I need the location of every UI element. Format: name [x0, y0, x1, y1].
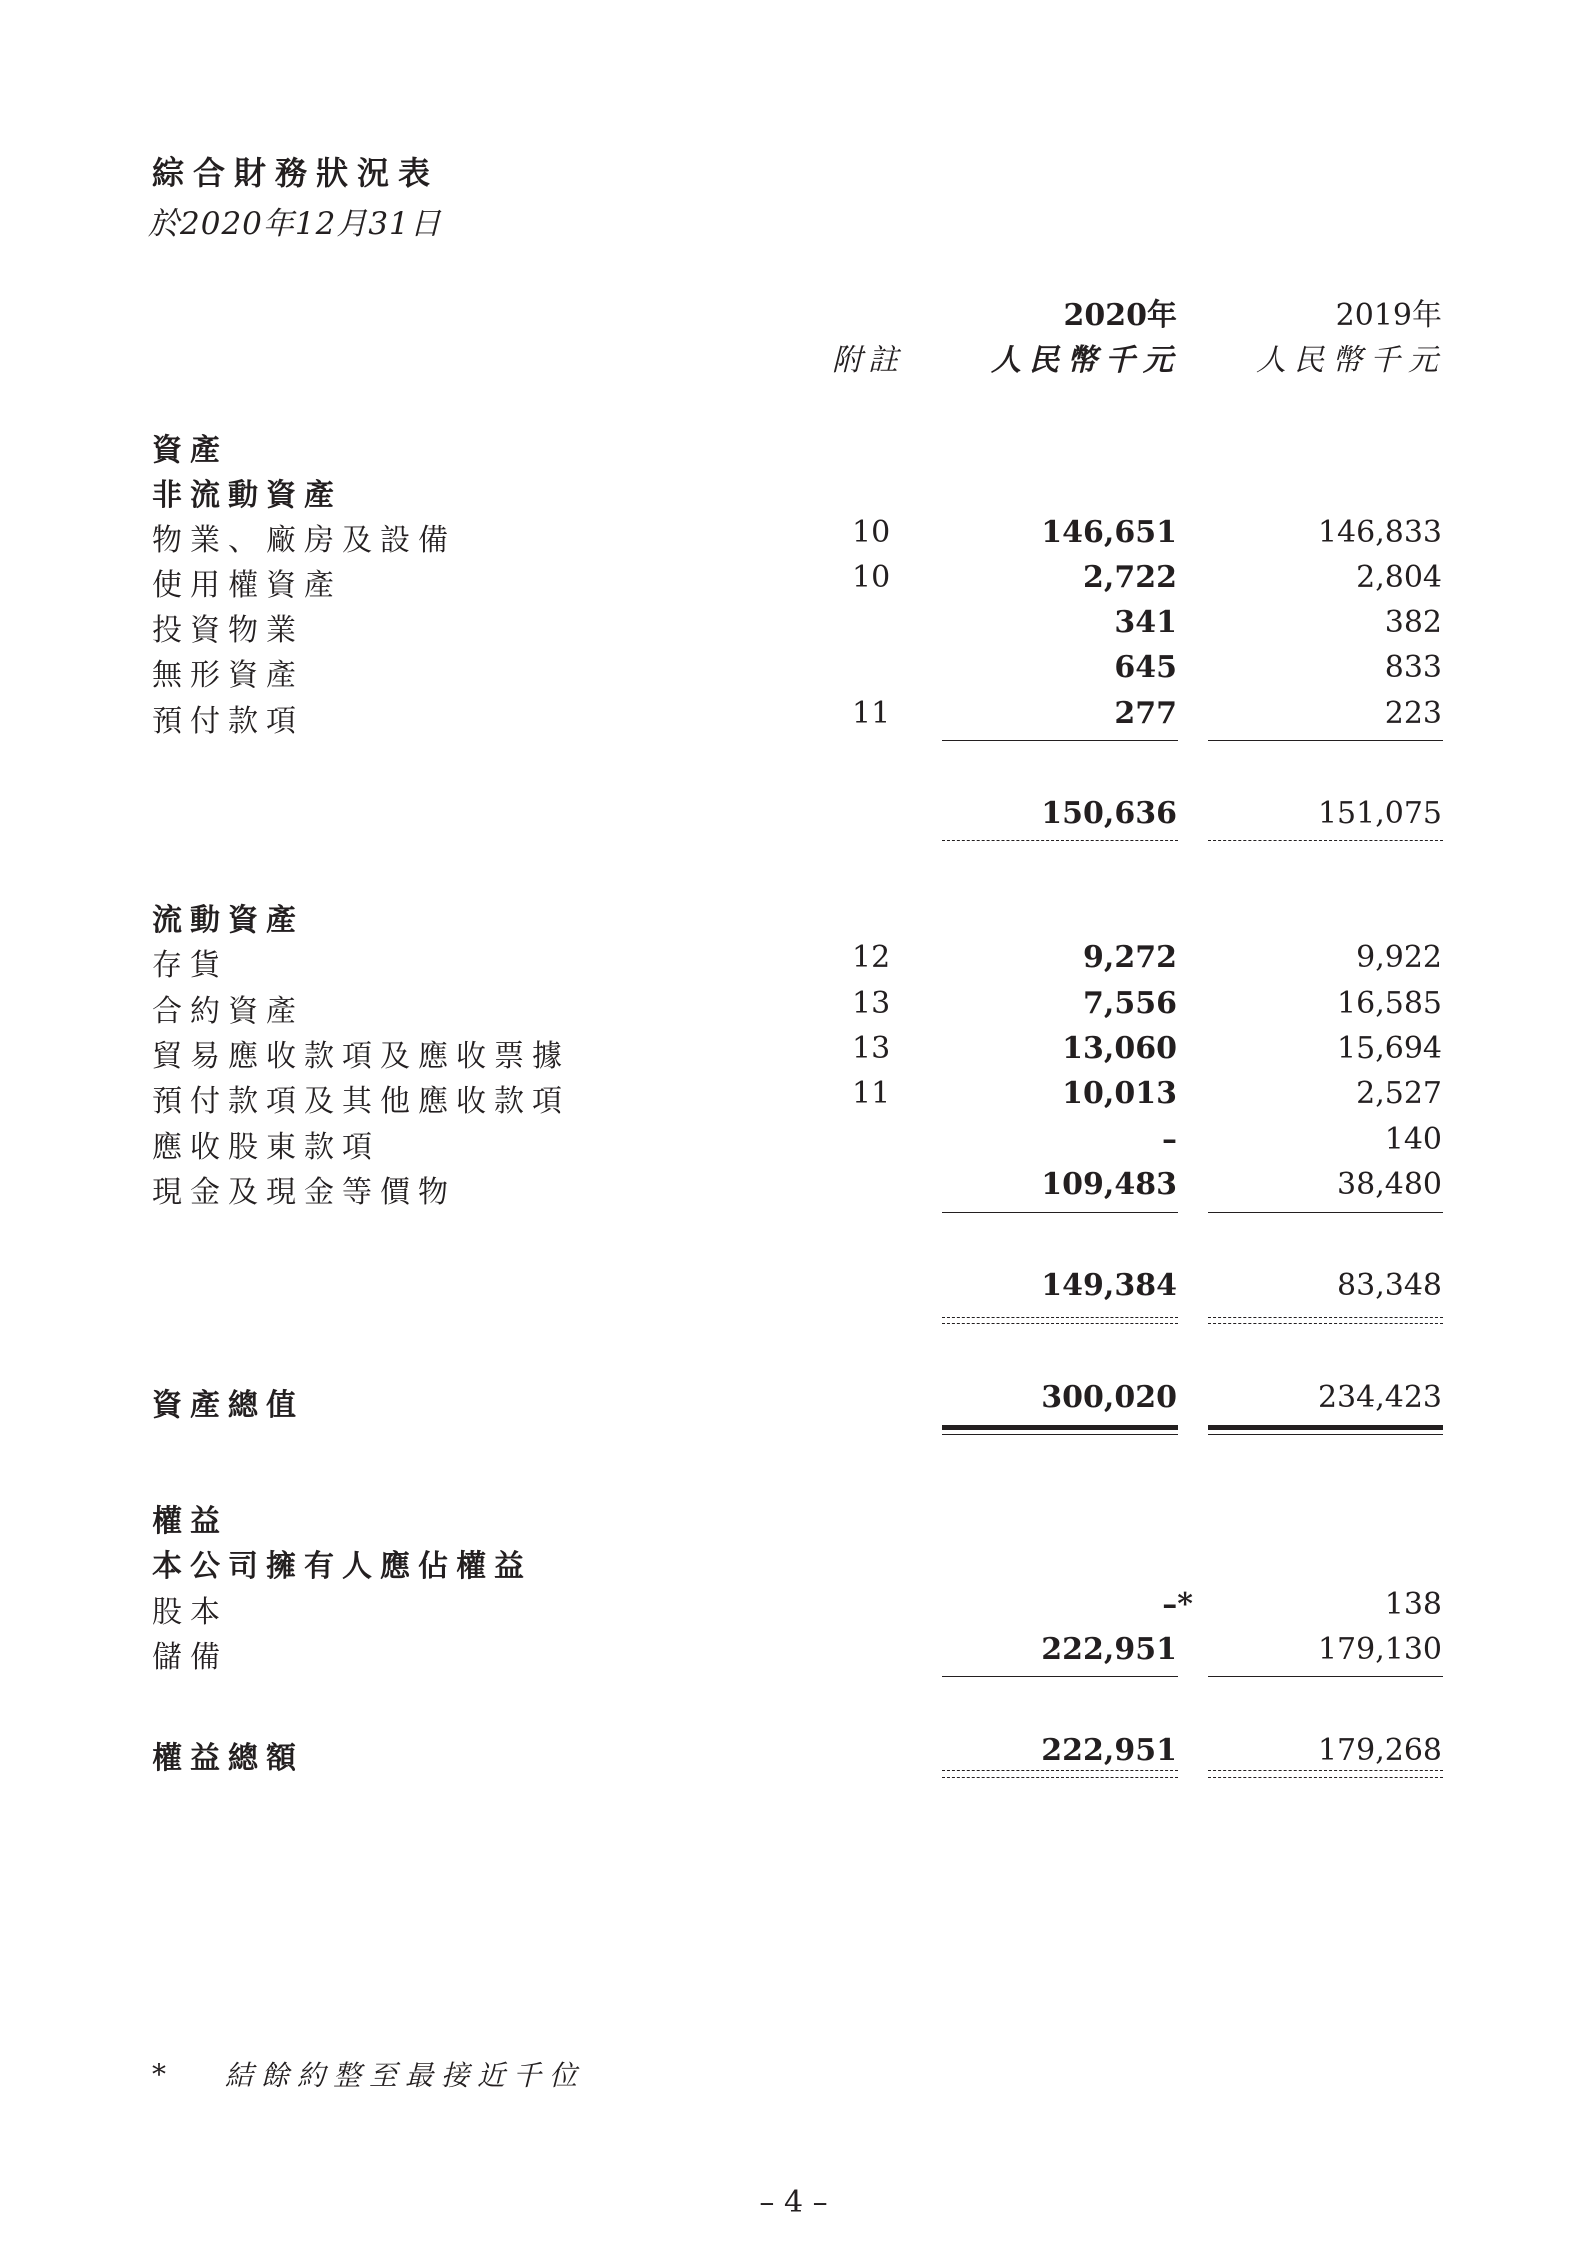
row-current-value: –	[1162, 1122, 1177, 1157]
rule-current	[942, 740, 1178, 741]
row-label: 合約資產	[152, 994, 304, 1029]
row-prior-value: 234,423	[1317, 1380, 1442, 1415]
table-row	[0, 515, 1587, 559]
dashed-rule-prior	[1208, 840, 1443, 841]
double-rule-prior	[1208, 1434, 1443, 1435]
header-note-label: 附註	[832, 343, 904, 378]
double-rule-prior	[1208, 1425, 1443, 1430]
footnote-text: 結餘約整至最接近千位	[225, 2059, 586, 2092]
dashed-rule-prior	[1208, 1323, 1443, 1324]
dashed-rule-prior	[1208, 1770, 1443, 1771]
section-equity	[0, 1496, 1587, 1540]
header-prior-year: 2019年	[1335, 298, 1442, 333]
row-label: 現金及現金等價物	[152, 1175, 456, 1210]
row-prior-value: 2,804	[1356, 560, 1442, 595]
section-assets	[0, 425, 1587, 469]
header-current-year: 2020年	[1063, 298, 1177, 333]
dashed-rule-current	[942, 840, 1178, 841]
row-current-value: 300,020	[1041, 1380, 1177, 1415]
row-current-value: 13,060	[1062, 1031, 1177, 1066]
table-row	[0, 986, 1587, 1030]
table-row	[0, 940, 1587, 984]
section-label: 資產	[152, 433, 228, 468]
row-prior-value: 16,585	[1337, 986, 1442, 1021]
table-row	[0, 1076, 1587, 1120]
table-row	[0, 1632, 1587, 1676]
subtotal-current-value: 150,636	[1041, 796, 1177, 831]
row-current-value: 222,951	[1041, 1632, 1177, 1667]
table-row	[0, 1167, 1587, 1211]
row-prior-value: 146,833	[1317, 515, 1442, 550]
section-label: 非流動資產	[152, 478, 342, 513]
section-owners-equity	[0, 1541, 1587, 1585]
section-non-current-assets	[0, 470, 1587, 514]
page-title: 綜合財務狀況表	[152, 154, 440, 192]
row-note: 11	[852, 1076, 891, 1111]
row-note: 11	[852, 696, 891, 731]
table-row	[0, 1587, 1587, 1631]
row-prior-value: 223	[1384, 696, 1442, 731]
page-number: – 4 –	[759, 2185, 828, 2220]
row-prior-value: 179,130	[1317, 1632, 1442, 1667]
row-prior-value: 138	[1384, 1587, 1442, 1622]
row-note: 13	[852, 1031, 891, 1066]
rule-prior	[1208, 1212, 1443, 1213]
header-current-unit: 人民幣千元	[991, 343, 1181, 378]
section-label: 流動資產	[152, 903, 304, 938]
rule-prior	[1208, 1676, 1443, 1677]
table-row	[0, 1031, 1587, 1075]
row-current-value: 341	[1114, 605, 1177, 640]
row-current-value: –*	[1162, 1587, 1193, 1622]
subtotal-prior-value: 151,075	[1317, 796, 1442, 831]
dashed-rule-current	[942, 1770, 1178, 1771]
row-label: 資產總值	[152, 1388, 304, 1423]
row-label: 儲備	[152, 1640, 228, 1675]
subtotal-row	[0, 1268, 1587, 1312]
row-current-value: 146,651	[1041, 515, 1177, 550]
rule-current	[942, 1212, 1178, 1213]
table-row	[0, 650, 1587, 694]
rule-current	[942, 1676, 1178, 1677]
row-label: 預付款項	[152, 704, 304, 739]
double-rule-current	[942, 1434, 1178, 1435]
footnote-mark: *	[152, 2058, 166, 2091]
dashed-rule-prior	[1208, 1777, 1443, 1778]
total-assets-row	[0, 1380, 1587, 1424]
row-current-value: 645	[1114, 650, 1177, 685]
double-rule-current	[942, 1425, 1178, 1430]
row-label: 股本	[152, 1595, 228, 1630]
section-label: 本公司擁有人應佔權益	[152, 1549, 532, 1584]
table-row	[0, 605, 1587, 649]
row-current-value: 2,722	[1083, 560, 1177, 595]
subtotal-prior-value: 83,348	[1337, 1268, 1442, 1303]
section-current-assets	[0, 895, 1587, 939]
dashed-rule-prior	[1208, 1317, 1443, 1318]
table-row	[0, 696, 1587, 740]
row-prior-value: 382	[1384, 605, 1442, 640]
dashed-rule-current	[942, 1323, 1178, 1324]
row-note: 13	[852, 986, 891, 1021]
row-note: 12	[852, 940, 891, 975]
row-current-value: 10,013	[1062, 1076, 1177, 1111]
table-row	[0, 560, 1587, 604]
table-row	[0, 1122, 1587, 1166]
row-label: 貿易應收款項及應收票據	[152, 1039, 570, 1074]
row-prior-value: 179,268	[1317, 1733, 1442, 1768]
row-label: 投資物業	[152, 613, 304, 648]
row-prior-value: 15,694	[1337, 1031, 1442, 1066]
row-label: 無形資產	[152, 658, 304, 693]
rule-prior	[1208, 740, 1443, 741]
row-note: 10	[852, 560, 891, 595]
row-prior-value: 140	[1384, 1122, 1442, 1157]
row-current-value: 9,272	[1083, 940, 1177, 975]
subtotal-current-value: 149,384	[1041, 1268, 1177, 1303]
row-label: 物業、廠房及設備	[152, 523, 456, 558]
row-label: 應收股東款項	[152, 1130, 380, 1165]
row-label: 預付款項及其他應收款項	[152, 1084, 570, 1119]
row-label: 權益總額	[152, 1741, 304, 1776]
row-current-value: 277	[1114, 696, 1177, 731]
row-prior-value: 833	[1384, 650, 1442, 685]
page-subtitle: 於2020年12月31日	[148, 206, 442, 242]
row-current-value: 7,556	[1083, 986, 1177, 1021]
row-current-value: 109,483	[1041, 1167, 1177, 1202]
row-note: 10	[852, 515, 891, 550]
row-prior-value: 2,527	[1356, 1076, 1442, 1111]
row-label: 使用權資產	[152, 568, 342, 603]
subtotal-row	[0, 796, 1587, 840]
row-prior-value: 9,922	[1356, 940, 1442, 975]
header-prior-unit: 人民幣千元	[1256, 343, 1446, 378]
row-current-value: 222,951	[1041, 1733, 1177, 1768]
dashed-rule-current	[942, 1777, 1178, 1778]
dashed-rule-current	[942, 1317, 1178, 1318]
row-prior-value: 38,480	[1337, 1167, 1442, 1202]
row-label: 存貨	[152, 948, 228, 983]
section-label: 權益	[152, 1504, 228, 1539]
